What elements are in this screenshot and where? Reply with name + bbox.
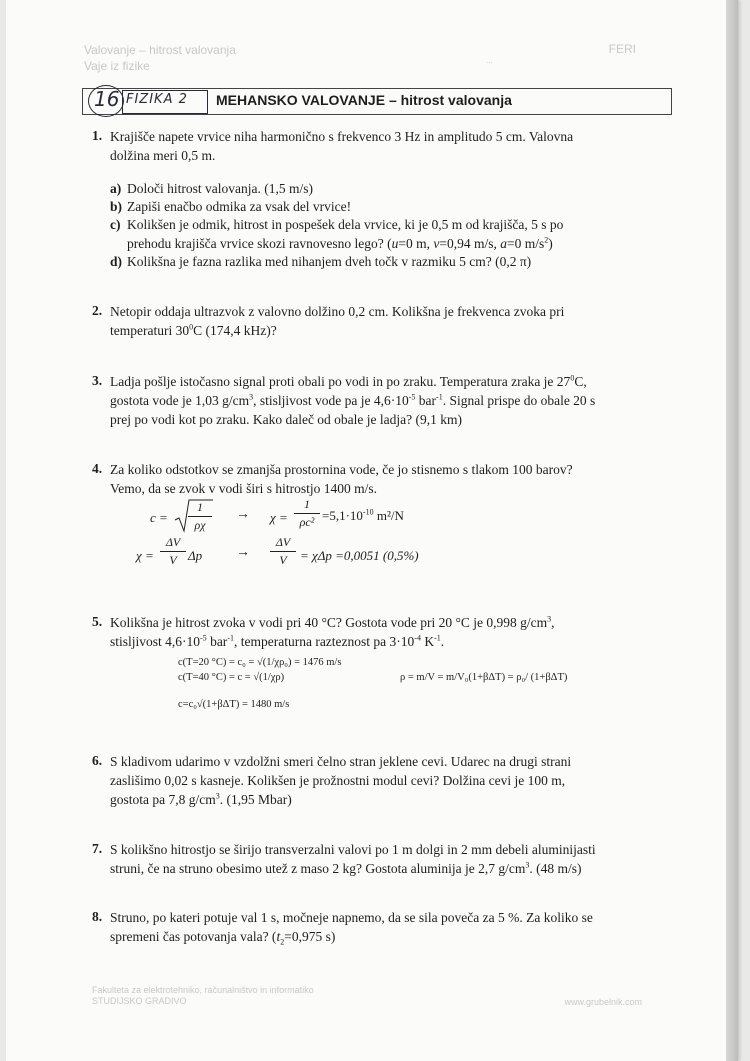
- problem-7-line-1: S kolikšno hitrostjo se širijo transverzalni valovi po 1 m dolgi in 2 mm debeli aluminijasti: [110, 842, 596, 857]
- formula-c40: c(T=40 °C) = c = √(1/χρ): [178, 672, 285, 683]
- eq3-lhs: χ =: [136, 548, 154, 563]
- problem-3-line-1: Ladja pošlje istočasno signal proti obali po vodi in po zraku. Temperatura zraka je $27^0C$,: [110, 373, 587, 389]
- problem-8-line-1: Struno, po kateri potuje val 1 s, močneje napnemo, da se sila poveča za 5 %. Za koliko se: [110, 910, 593, 925]
- formula-result: c=c₀√(1+βΔT) = 1480 m/s: [178, 699, 290, 710]
- problem-1-line-1: Krajišče napete vrvice niha harmonično s frekvenco 3 Hz in amplitudo 5 cm. Valovna: [110, 129, 574, 144]
- problem-4-line-1: Za koliko odstotkov se zmanjša prostornina vode, če jo stisnemo s tlakom 100 barov?: [110, 462, 573, 477]
- problem-4-number: 4.: [92, 461, 103, 476]
- problem-1a-label: a): [110, 181, 122, 196]
- footer-right: www.grubelnik.com: [564, 997, 642, 1007]
- header-line-2: Vaje iz fizike: [84, 59, 150, 73]
- problem-1-number: 1.: [92, 128, 103, 143]
- problem-3-line-3: prej po vodi kot po zraku. Kako daleč od obale je ladja? (9,1 km): [110, 412, 463, 427]
- formula-c20: c(T=20 °C) = c₀ = √(1/χρ₀) = 1476 m/s: [178, 657, 342, 668]
- eq2-fraction: 1 ρc²: [294, 497, 320, 530]
- problem-8-line-2: spremeni čas potovanja vala? ($t_2=0,975$ s): [110, 929, 336, 947]
- problem-5-line-2: stisljivost $4,6\cdot 10^{-5}$ bar$^{-1}$, temperaturna razteznost pa $3\cdot 10^{-4}$ $K^{-1}$.: [110, 633, 445, 649]
- problem-7-line-2: struni, če na struno obesimo utež z maso 2 kg? Gostota aluminija je 2,7 $g/cm^3$. (48 m/s): [110, 860, 582, 876]
- problem-2-number: 2.: [92, 303, 103, 318]
- problem-5-number: 5.: [92, 614, 103, 629]
- problem-3-line-2: gostota vode je 1,03 $g/cm^3$, stisljivost vode pa je $4,6\cdot 10^{-5}$ bar$^{-1}$. Signal prispe do obale 20 s: [110, 392, 596, 408]
- problem-1a-text: Določi hitrost valovanja. (1,5 m/s): [127, 181, 313, 196]
- formula-rho: ρ = m/V = m/V₀(1+βΔT) = ρ₀/ (1+βΔT): [400, 672, 568, 683]
- problem-2-line-2: temperaturi $30^0C$ (174,4 kHz)?: [110, 322, 277, 338]
- eq3-fraction: ΔV V: [160, 535, 186, 568]
- document-title: MEHANSKO VALOVANJE – hitrost valovanja: [216, 92, 512, 108]
- document-page: [6, 0, 738, 1061]
- footer-line-2: STUDIJSKO GRADIVO: [92, 996, 187, 1006]
- handwritten-number: 16: [94, 87, 120, 111]
- problem-2-line-1: Netopir oddaja ultrazvok z valovno dolžino 0,2 cm. Kolikšna je frekvenca zvoka pri: [110, 304, 565, 319]
- problem-1c-label: c): [110, 217, 121, 232]
- problem-5-line-1: Kolikšna je hitrost zvoka v vodi pri 40 °C? Gostota vode pri 20 °C je 0,998 $g/cm^3$,: [110, 614, 555, 630]
- problem-1b-label: b): [110, 199, 123, 214]
- problem-3-number: 3.: [92, 373, 103, 388]
- eq2-lhs: χ =: [270, 510, 288, 525]
- header-line-1: Valovanje – hitrost valovanja: [84, 43, 236, 57]
- arrow-2: →: [236, 545, 250, 560]
- problem-6-line-3: gostota pa 7,8 $g/cm^3$. (1,95 Mbar): [110, 791, 292, 807]
- page-edge-shadow: [726, 0, 738, 1061]
- eq1-fraction: 1 ρχ: [188, 500, 212, 533]
- footer-line-1: Fakulteta za elektrotehniko, računalništvo in informatiko: [92, 985, 314, 995]
- problem-1-line-2: dolžina meri 0,5 m.: [110, 148, 216, 163]
- footer-left: [92, 985, 314, 1007]
- problem-8-number: 8.: [92, 909, 103, 924]
- eq4-rhs: = χΔp =0,0051 (0,5%): [300, 548, 419, 563]
- problem-6-number: 6.: [92, 753, 103, 768]
- handwritten-word: FIZIKA 2: [126, 92, 188, 107]
- eq1-lhs: c =: [150, 510, 168, 525]
- problem-1b-text: Zapiši enačbo odmika za vsak del vrvice!: [127, 199, 352, 214]
- problem-6-line-2: zaslišimo 0,02 s kasneje. Kolikšen je prožnostni modul cevi? Dolžina cevi je 100 m,: [110, 773, 566, 788]
- eq3-rhs: Δp: [188, 548, 203, 563]
- arrow-1: →: [236, 507, 250, 522]
- problem-1d-label: d): [110, 254, 123, 269]
- problem-1c-line-2: prehodu krajišča vrvice skozi ravnovesno lego? (u=0 m, v=0,94 m/s, a=0 $m/s^2$): [127, 235, 553, 251]
- problem-4-line-2: Vemo, da se zvok v vodi širi s hitrostjo 1400 m/s.: [110, 481, 377, 496]
- problem-7-number: 7.: [92, 841, 103, 856]
- problem-1c-line-1: Kolikšen je odmik, hitrost in pospešek dela vrvice, ki je 0,5 m od krajišča, 5 s po: [127, 217, 564, 232]
- eq2-rhs: $=5,1\cdot 10^{-10}$ m²/N: [322, 507, 404, 523]
- header-mark: ...: [486, 56, 493, 65]
- header-right: FERI: [608, 42, 636, 56]
- header-left: [84, 42, 236, 74]
- problem-6-line-1: S kladivom udarimo v vzdolžni smeri čelno stran jeklene cevi. Udarec na drugi strani: [110, 754, 572, 769]
- eq4-fraction: ΔV V: [270, 535, 296, 568]
- problem-1d-text: Kolikšna je fazna razlika med nihanjem dveh točk v razmiku 5 cm? (0,2 π): [127, 254, 532, 269]
